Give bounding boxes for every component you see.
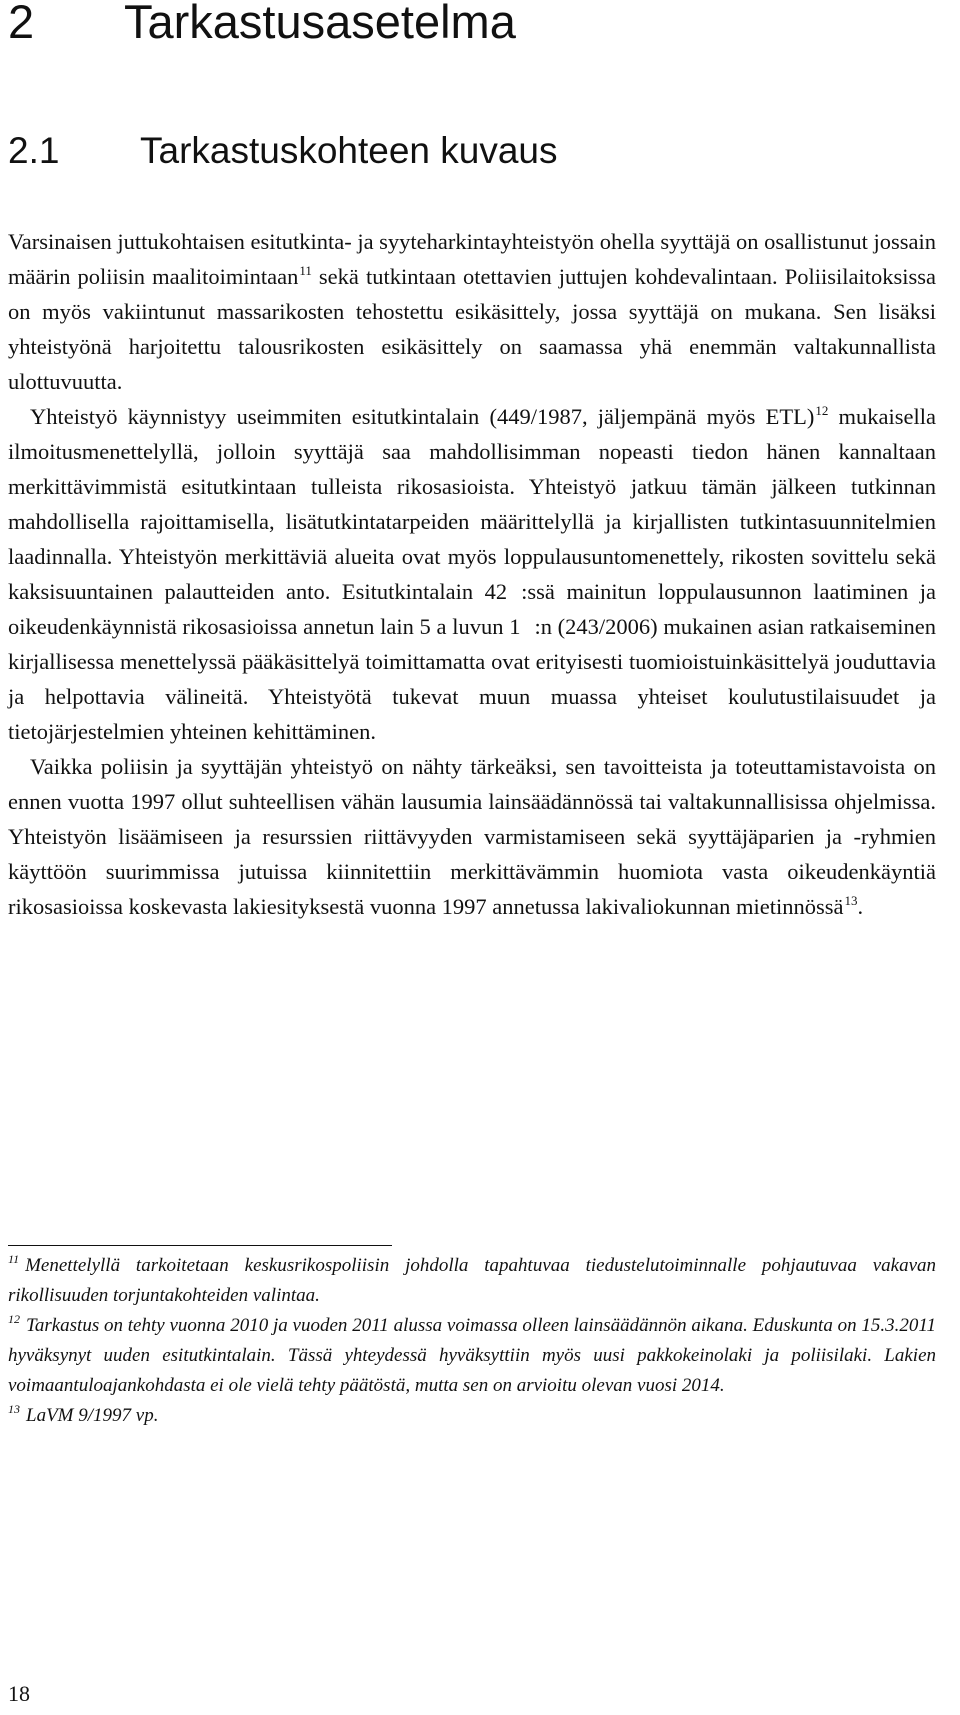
footnote-text: Menettelyllä tarkoitetaan keskusrikospoliisin johdolla tapahtuvaa tiedustelutoiminnalle pohjautuvaa vakavan rikollisuuden torjuntakohteiden valintaa. [8,1255,936,1306]
body-text [8,224,936,924]
paragraph-3-text-a: Vaikka poliisin ja syyttäjän yhteistyö on nähty tärkeäksi, sen tavoitteista ja toteuttamistavoista on ennen vuotta 1997 ollut suhteellisen vähän lausumia lainsäädännössä tai valtakunnallisissa ohjelmissa. Yhteistyön lisäämiseen ja resurssien riittävyyden varmistamiseen sekä syyttäjäparien ja -ryhmien käyttöön suurimmissa jutuissa kiinnitettiin merkittävämmin huomiota vasta oikeudenkäyntiä rikosasioissa koskevasta lakiesityksestä vuonna 1997 annetussa lakivaliokunnan mietinnössä [8,754,936,919]
footnote-12 [8,1311,936,1401]
footnote-13 [8,1401,936,1431]
footnote-text: Tarkastus on tehty vuonna 2010 ja vuoden 2011 alussa voimassa olleen lainsäädännön aikana. Eduskunta on 15.3.2011 hyväksynyt uuden esitutkintalain. Tässä yhteydessä hyväksyttiin myös uusi pakkokeinolaki ja poliisilaki. Lakien voimaantuloajankohdasta ei ole vielä tehty päätöstä, mutta sen on arvioitu olevan vuosi 2014. [8,1315,936,1396]
footnote-number: 11 [8,1252,20,1266]
footnote-number: 12 [8,1312,20,1326]
chapter-title: Tarkastusasetelma [124,0,516,48]
footnote-number: 13 [8,1402,20,1416]
chapter-number: 2 [8,0,35,48]
paragraph-2-text-d: :n (243/2006) mukainen asian ratkaiseminen kirjallisessa menettelyssä pääkäsittelyä toimittamatta ovat erityisesti tuomioistuinkäsittelyä jouduttavia ja helpottavia välineitä. Yhteistyötä tukevat muun muassa yhteiset koulutustilaisuudet ja tietojärjestelmien yhteinen kehittäminen. [8,614,936,744]
paragraph-2 [8,399,936,749]
footnote-separator [8,1245,392,1246]
section-heading [8,127,558,175]
footnote-text: LaVM 9/1997 vp. [26,1405,159,1426]
section-number: 2.1 [8,130,60,171]
paragraph-2-text-b: mukaisella ilmoitusmenettelyllä, jolloin syyttäjä saa mahdollisimman nopeasti tiedon hänen kannaltaan merkittävimmistä esitutkintaan tulleista rikosasioista. Yhteistyö jatkuu tämän jälkeen tutkinnan mahdollisella rajoittamisella, lisätutkintatarpeiden määrittelyllä ja kirjallisten tutkintasuunnitelmien laadinnalla. Yhteistyön merkittäviä alueita ovat myös loppulausuntomenettely, rikosten sovittelu sekä kaksisuuntainen palautteiden anto. Esitutkintalain 42 [8,404,936,604]
footnotes [8,1251,936,1431]
footnote-reference-11: 11 [299,263,312,278]
paragraph-3 [8,749,936,924]
page-number: 18 [8,1681,30,1706]
paragraph-1 [8,224,936,399]
section-title: Tarkastuskohteen kuvaus [140,130,558,171]
paragraph-2-text-c: :ssä mainitun loppulausunnon laatiminen ja oikeudenkäynnistä rikosasioissa annetun lain 5 a luvun 1 [8,579,936,639]
paragraph-2-text-a: Yhteistyö käynnistyy useimmiten esitutkintalain (449/1987, jäljempänä myös ETL) [30,404,815,429]
footnote-reference-12: 12 [815,403,829,418]
chapter-heading [8,0,516,52]
paragraph-3-text-b: . [857,894,864,919]
paragraph-1-text-b: sekä tutkintaan otettavien juttujen kohdevalintaan. Poliisilaitoksissa on myös vakiintunut massarikosten tehostettu esikäsittely, jossa syyttäjä on mukana. Sen lisäksi yhteistyönä harjoitettu talousrikosten esikäsittely on saamassa yhä enemmän valtakunnallista ulottuvuutta. [8,264,937,394]
footnote-reference-13: 13 [844,893,858,908]
paragraph-1-text-a: Varsinaisen juttukohtaisen esitutkinta- ja syyteharkintayhteistyön ohella syyttäjä on osallistunut jossain määrin poliisin maalitoimintaan [8,229,936,289]
footnote-11 [8,1251,936,1311]
